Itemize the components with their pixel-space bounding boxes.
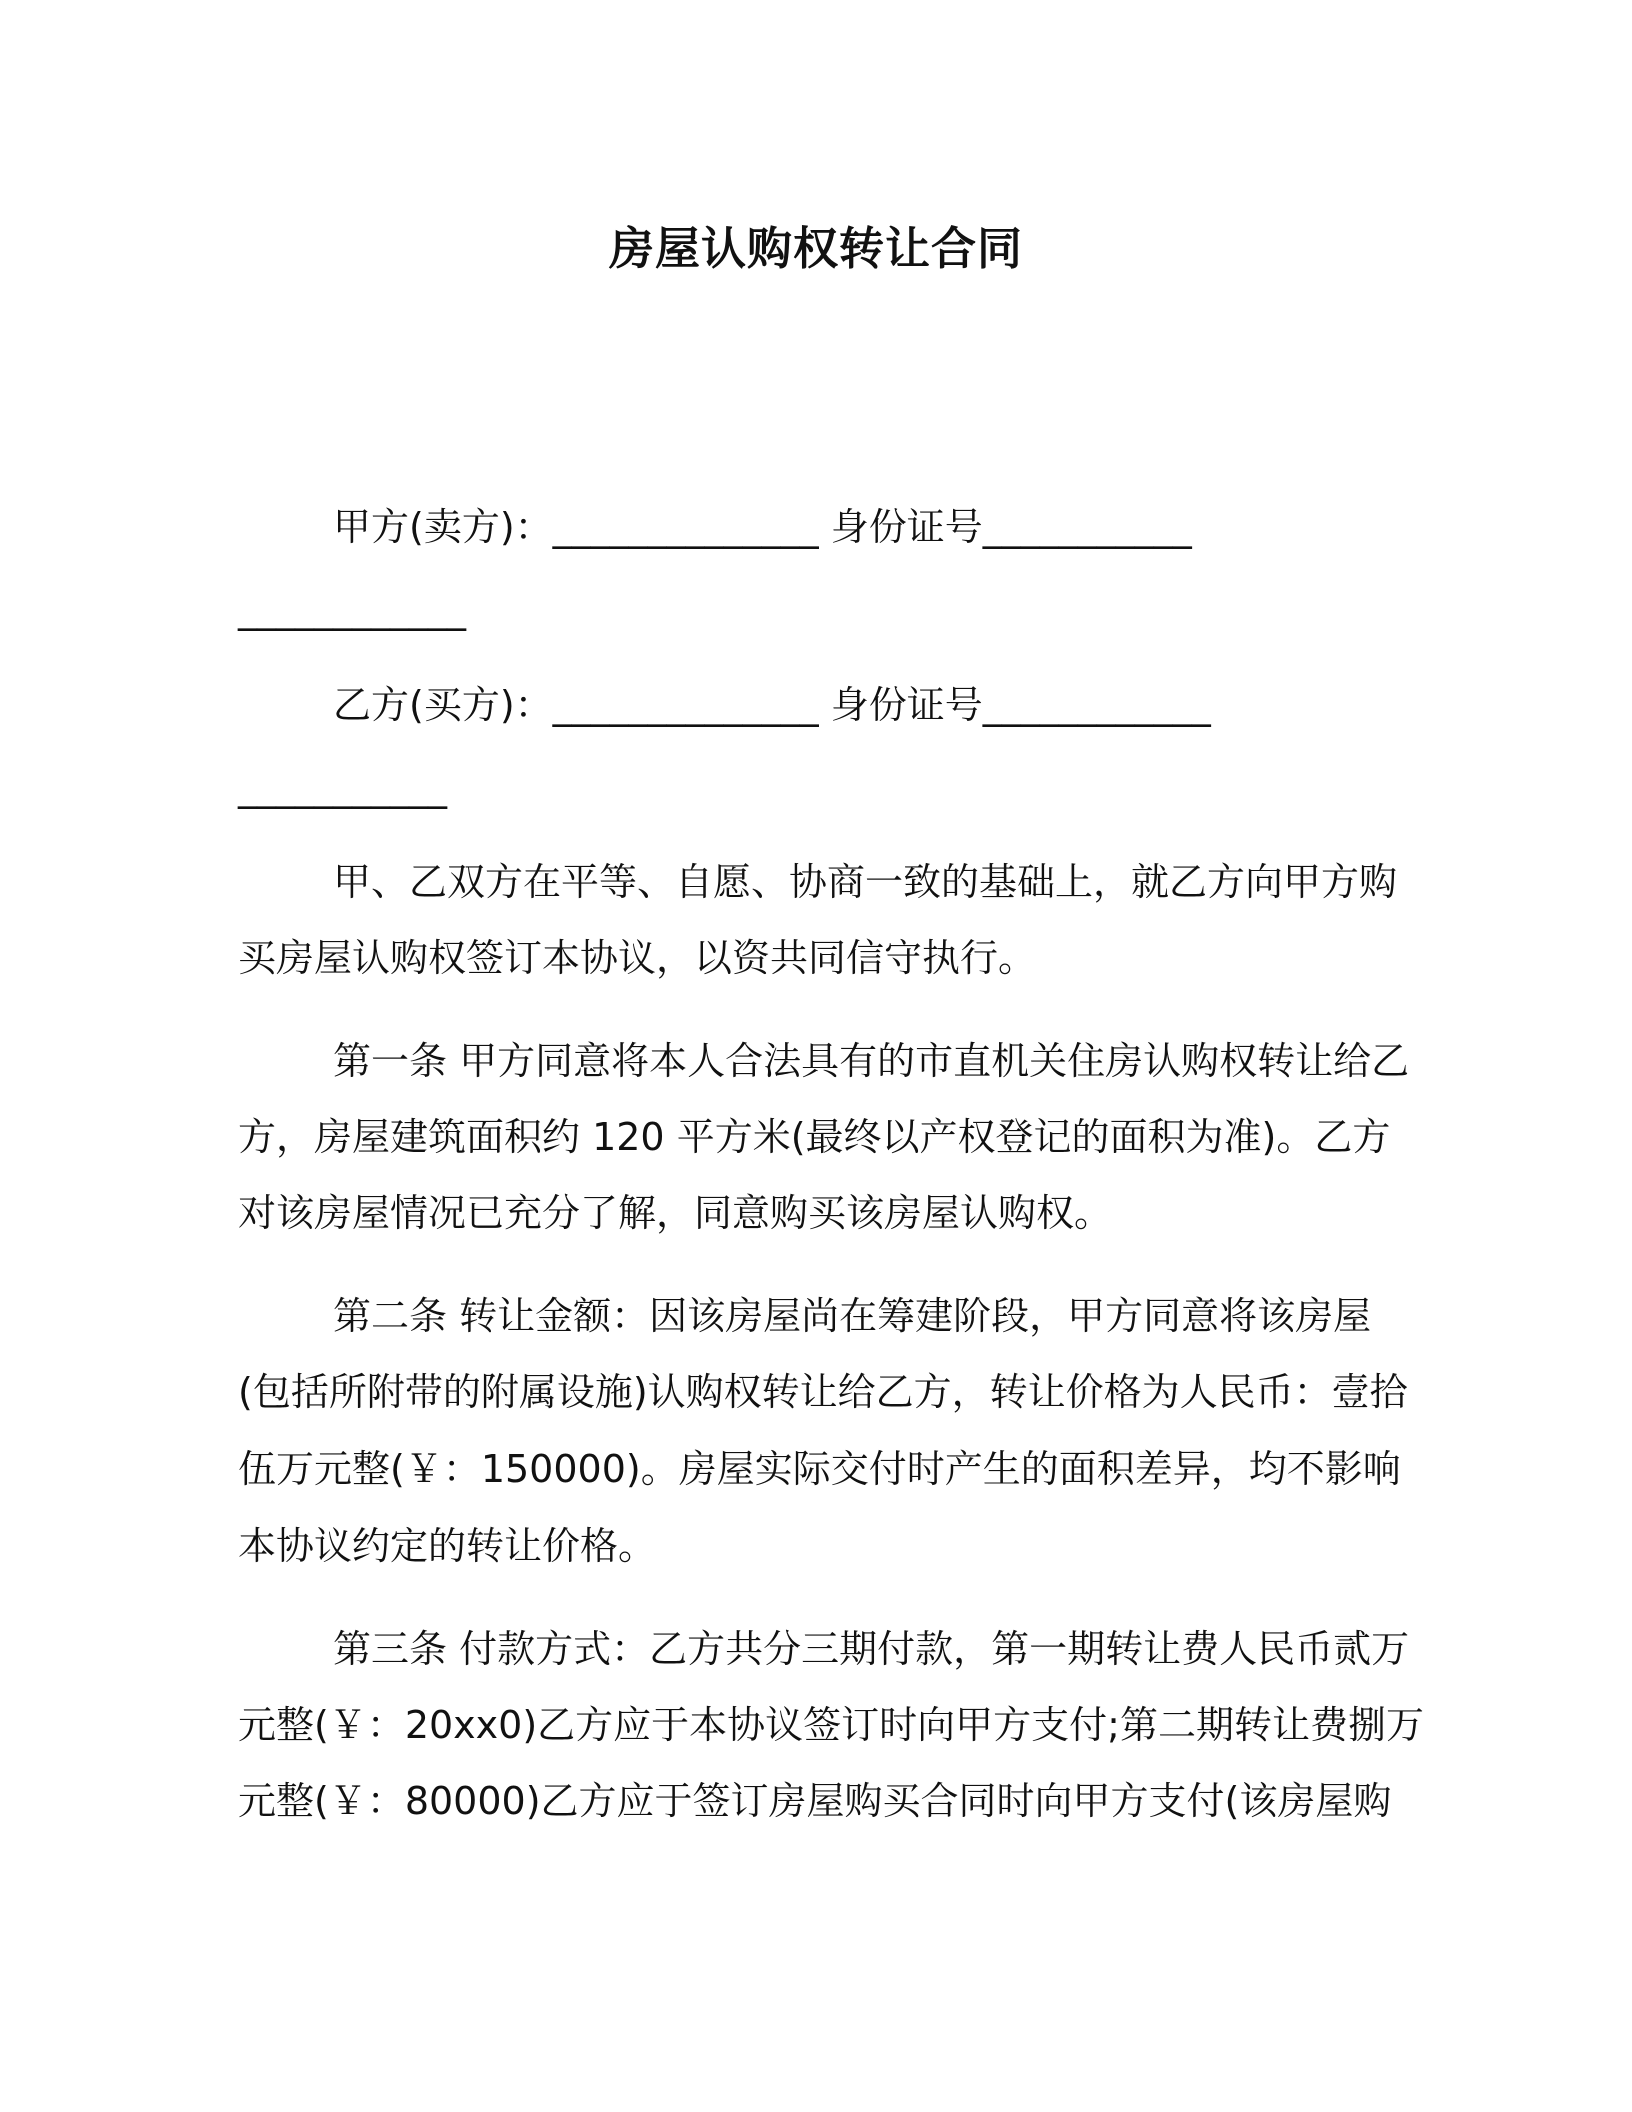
article-3-line-2: 元整(￥：20xx0)乙方应于本协议签订时向甲方支付;第二期转让费捌万 (238, 1703, 1424, 1747)
article-2-line-3: 伍万元整(￥：150000)。房屋实际交付时产生的面积差异，均不影响 (238, 1447, 1401, 1491)
article-2-line-2: (包括所附带的附属设施)认购权转让给乙方，转让价格为人民币：壹拾 (238, 1370, 1408, 1414)
party-a-line-1: 甲方(卖方)：______________ 身份证号___________ (333, 505, 1192, 549)
document-title: 房屋认购权转让合同 (608, 222, 1023, 275)
party-b-line-1: 乙方(买方)：______________ 身份证号____________ (333, 683, 1211, 727)
article-1-line-2: 方，房屋建筑面积约 120 平方米(最终以产权登记的面积为准)。乙方 (238, 1115, 1391, 1159)
party-b-line-2: ___________ (238, 765, 447, 809)
article-1-line-3: 对该房屋情况已充分了解，同意购买该房屋认购权。 (238, 1191, 1113, 1235)
intro-line-1: 甲、乙双方在平等、自愿、协商一致的基础上，就乙方向甲方购 (333, 860, 1398, 904)
intro-line-2: 买房屋认购权签订本协议，以资共同信守执行。 (238, 936, 1037, 980)
article-2-line-1: 第二条 转让金额：因该房屋尚在筹建阶段，甲方同意将该房屋 (333, 1294, 1372, 1338)
article-2-line-4: 本协议约定的转让价格。 (238, 1524, 657, 1568)
party-a-line-2: ____________ (238, 587, 466, 631)
article-3-line-3: 元整(￥：80000)乙方应于签订房屋购买合同时向甲方支付(该房屋购 (238, 1779, 1392, 1823)
article-1-line-1: 第一条 甲方同意将本人合法具有的市直机关住房认购权转让给乙 (333, 1039, 1410, 1083)
article-3-line-1: 第三条 付款方式：乙方共分三期付款，第一期转让费人民币贰万 (333, 1627, 1410, 1671)
